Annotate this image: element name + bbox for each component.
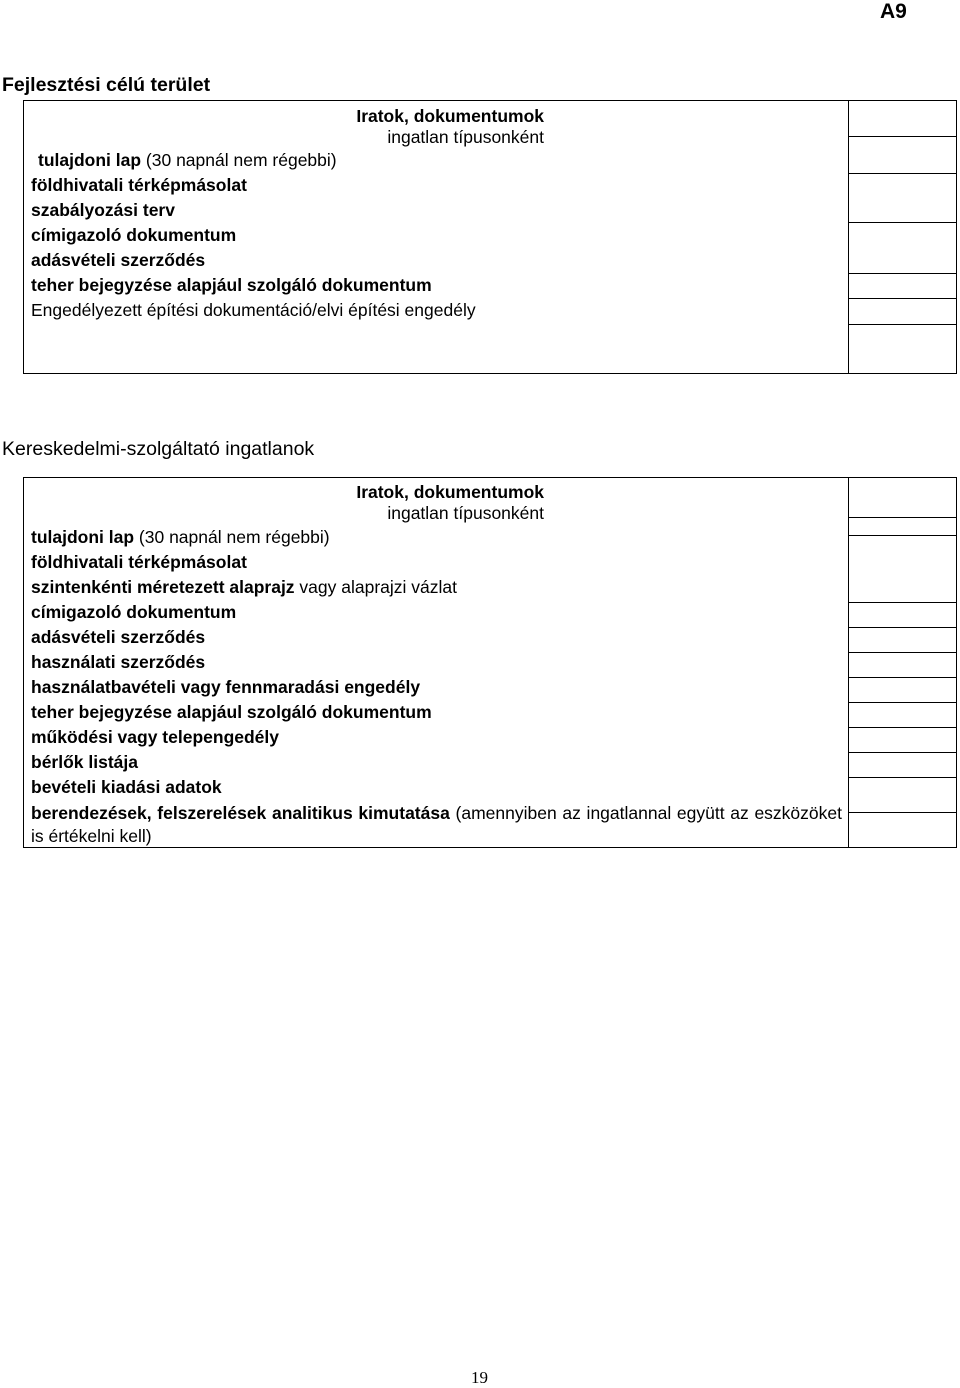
item-rest: (30 napnál nem régebbi) [134, 527, 330, 547]
item-bold: tulajdoni lap [38, 150, 142, 170]
check-cell [848, 628, 956, 653]
item-bold: használatbavételi vagy fennmaradási engedély [31, 677, 421, 697]
section-title-kereskedelmi: Kereskedelmi-szolgáltató ingatlanok [2, 438, 315, 460]
item-bold: adásvételi szerződés [31, 627, 206, 647]
item-bold: berendezések, felszerelések analitikus kimutatása [31, 803, 450, 823]
list-item [31, 298, 476, 323]
column-header [356, 106, 544, 148]
page-id-label: A9 [880, 0, 907, 23]
list-item [31, 675, 842, 700]
check-cell [848, 101, 956, 137]
check-cell [848, 174, 956, 223]
check-cell [848, 728, 956, 753]
list-item [31, 525, 842, 550]
check-cell [848, 518, 956, 536]
item-rest: (30 napnál nem régebbi) [141, 150, 337, 170]
check-cell [848, 299, 956, 325]
check-cell [848, 753, 956, 778]
item-bold: tulajdoni lap [31, 527, 135, 547]
document-table-fejlesztesi [23, 100, 957, 374]
list-item [31, 173, 476, 198]
check-cell [848, 274, 956, 299]
check-cell [848, 603, 956, 628]
list-item [31, 600, 842, 625]
document-list [31, 525, 842, 847]
item-rest: vagy alaprajzi vázlat [294, 577, 458, 597]
list-item [31, 198, 476, 223]
document-list-cell [24, 478, 849, 847]
item-bold: bevételi kiadási adatok [31, 777, 222, 797]
list-item [31, 700, 842, 725]
item-bold: teher bejegyzése alapjául szolgáló dokumentum [31, 702, 432, 722]
item-rest: Engedélyezett építési dokumentáció/elvi építési engedély [31, 300, 476, 320]
list-item [31, 775, 842, 800]
item-bold: teher bejegyzése alapjául szolgáló dokumentum [31, 275, 432, 295]
check-cell [848, 478, 956, 518]
item-bold: adásvételi szerződés [31, 250, 206, 270]
list-item [31, 650, 842, 675]
item-rest: (amennyiben az ingatlannal együtt az eszközöket is értékelni kell) [31, 803, 842, 846]
check-cell [848, 778, 956, 813]
list-item [31, 550, 842, 575]
document-table-kereskedelmi [23, 477, 957, 848]
item-bold: szabályozási terv [31, 200, 175, 220]
item-bold: földhivatali térképmásolat [31, 552, 247, 572]
check-cell [848, 536, 956, 603]
item-bold: használati szerződés [31, 652, 206, 672]
check-cell [848, 678, 956, 703]
column-header-title: Iratok, dokumentumok [356, 482, 544, 502]
column-header [356, 482, 544, 524]
column-header-title: Iratok, dokumentumok [356, 106, 544, 126]
check-cell [848, 703, 956, 728]
column-header-subtitle: ingatlan típusonként [387, 127, 544, 147]
item-bold: címigazoló dokumentum [31, 602, 237, 622]
list-item [31, 575, 842, 600]
list-item [31, 273, 476, 298]
section-title-fejlesztesi: Fejlesztési célú terület [2, 74, 211, 96]
document-list-cell [24, 101, 849, 373]
check-cell [848, 653, 956, 678]
document-list [31, 148, 476, 323]
list-item [31, 223, 476, 248]
page-number: 19 [471, 1368, 488, 1387]
item-bold: címigazoló dokumentum [31, 225, 237, 245]
list-item [31, 625, 842, 650]
list-item [31, 248, 476, 273]
list-item [31, 725, 842, 750]
item-bold: szintenkénti méretezett alaprajz [31, 577, 295, 597]
check-cell [848, 137, 956, 174]
column-header-subtitle: ingatlan típusonként [387, 503, 544, 523]
list-item [31, 148, 476, 173]
list-item [31, 750, 842, 775]
item-bold: működési vagy telepengedély [31, 727, 280, 747]
item-bold: bérlők listája [31, 752, 138, 772]
list-item [31, 802, 842, 847]
check-cell [848, 223, 956, 274]
item-bold: földhivatali térképmásolat [31, 175, 247, 195]
